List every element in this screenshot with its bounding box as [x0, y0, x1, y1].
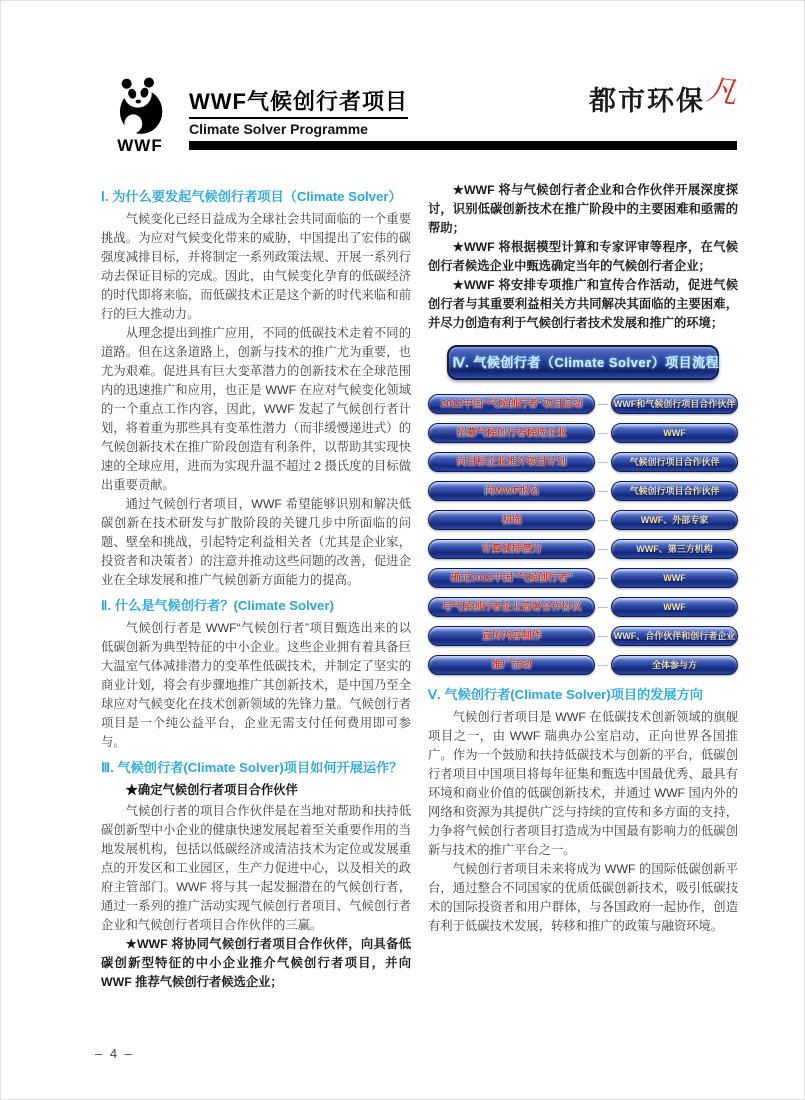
- flow-row: [428, 510, 738, 530]
- flow-actor-pill: [611, 626, 738, 646]
- section1-paragraph: 气候变化已经日益成为全球社会共同面临的一个重要挑战。为应对气候变化带来的威胁，中国提出了宏伟的碳强度减排目标，并将制定一系列政策法规、开展一系列行动去保证目标的完成。因此，由气候变化孕育的低碳经济的时代即将来临，而低碳技术正是这个新的时代来临和前行的巨大推动力。: [101, 212, 411, 321]
- section3-bullet: ★WWF 将与气候创行者企业和合作伙伴开展深度探讨，识别低碳创新技术在推广阶段中的主要困难和亟需的帮助；: [428, 183, 738, 235]
- wwf-panda-logo: [112, 77, 168, 135]
- section1-paragraph: 从理念提出到推广应用，不同的低碳技术走着不同的道路。但在这条道路上，创新与技术的推广尤为重要，也尤为艰难。促进具有巨大变革潜力的创新技术在全球范围内的迅速推广和应用，也正是 WWF 在应对气候变化领域的一个重点工作内容，因此，WWF 发起了气候创行者计划，将着重为那些具有变革性潜力（而非缓慢递进式）的气候创新技术在推广阶段创造有利条件，以帮助其实现快速的全球应用，进而为实现升温不超过 2 摄氏度的目标做出重要贡献。: [101, 326, 411, 492]
- flow-step-pill: [428, 539, 595, 559]
- masthead: [589, 72, 740, 118]
- flow-actor-label: WWF、合作伙伴和创行者企业: [613, 630, 736, 641]
- flow-actor-pill: [611, 655, 738, 675]
- flow-step-pill: [428, 597, 595, 617]
- wwf-logo-block: [101, 77, 179, 156]
- flow-step-pill: [428, 510, 595, 530]
- flow-row: [428, 452, 738, 472]
- flow-actor-label: 气候创行项目合作伙伴: [629, 485, 720, 496]
- flow-connector-line: [598, 549, 608, 550]
- flow-step-pill: [428, 423, 595, 443]
- flow-actor-label: WWF、外部专家: [640, 514, 709, 525]
- flow-step-label: 确定2012中国“气候创行者”: [450, 572, 573, 584]
- flow-actor-pill: [611, 423, 738, 443]
- flow-step-label: 推广活动: [491, 659, 532, 671]
- flow-step-label: 初选: [501, 514, 522, 526]
- flow-row: [428, 568, 738, 588]
- flow-step-label: 2012中国“气候创行者”项目启动: [440, 398, 583, 410]
- masthead-title: 都市环保: [589, 86, 705, 116]
- flow-row: [428, 481, 738, 501]
- flow-step-label: 向目标企业推介项目计划: [456, 456, 567, 468]
- flow-actor-pill: [611, 597, 738, 617]
- section3-paragraph: 气候创行者的项目合作伙伴是在当地对帮助和扶持低碳创新型中小企业的健康快速发展起着至关重要作用的当地发展机构，包括以低碳经济或清洁技术为定位或发展重点的开发区和工业园区，生产力促进中心，以及相关的政府主管部门。WWF 将与其一起发掘潜在的气候创行者，通过一系列的推广活动实现气候创行者项目、气候创行者企业和气候创行者项目合作伙伴的三赢。: [101, 804, 411, 932]
- section2-heading: Ⅱ. 什么是气候创行者？(Climate Solver): [101, 598, 334, 613]
- flow-step-pill: [428, 452, 595, 472]
- flow-actor-pill: [611, 481, 738, 501]
- flow-step-label: 招募气候创行者候选企业: [456, 427, 567, 439]
- flow-step-label: 与气候创行者企业签署合作协议: [441, 601, 582, 613]
- flow-step-label: 向WWF报名: [484, 485, 540, 497]
- flow-connector-line: [598, 665, 608, 666]
- flow-actor-label: WWF: [663, 427, 686, 438]
- flow-connector-line: [598, 433, 608, 434]
- section5-paragraph: 气候创行者项目未来将成为 WWF 的国际低碳创新平台，通过整合不同国家的优质低碳创新技术，吸引低碳技术的国际投资者和用户群体，与各国政府一起协作，创造有利于低碳技术发展，转移和推广的政策与融资环境。: [428, 862, 738, 933]
- page-number: – 4 –: [95, 1046, 134, 1061]
- flow-step-label: 宣传内容制作: [481, 630, 542, 642]
- flow-row: [428, 539, 738, 559]
- flow-actor-label: 气候创行项目合作伙伴: [629, 456, 720, 467]
- flow-step-pill: [428, 626, 595, 646]
- flow-connector-line: [598, 636, 608, 637]
- flow-connector-line: [598, 491, 608, 492]
- section3-bullet: ★WWF 将协同气候创行者项目合作伙伴，向具备低碳创新型特征的中小企业推介气候创行者项目，并向 WWF 推荐气候创行者候选企业；: [101, 937, 411, 989]
- programme-title-cn: WWF气候创行者项目: [189, 85, 408, 119]
- flow-row: [428, 394, 738, 414]
- article-body: [101, 181, 739, 992]
- section3-heading: Ⅲ. 气候创行者(Climate Solver)项目如何开展运作？: [101, 760, 403, 775]
- header-rule-bar: [189, 141, 737, 150]
- flow-row: [428, 423, 738, 443]
- flow-actor-pill: [611, 394, 738, 414]
- flow-row: [428, 655, 738, 675]
- flow-actor-pill: [611, 510, 738, 530]
- left-column: [101, 181, 411, 992]
- flow-row: [428, 597, 738, 617]
- section1-paragraph: 通过气候创行者项目，WWF 希望能够识别和解决低碳创新在技术研发与扩散阶段的关键几步中所面临的问题、壁垒和挑战，引起特定利益相关者（尤其是企业家，投资者和决策者）的注意并推动这些问题的改善，促进企业在全球发展和推广气候创新方面能力的提高。: [101, 497, 411, 587]
- section3-bullet: ★WWF 将安排专项推广和宣传合作活动，促进气候创行者与其重要利益相关方共同解决其面临的主要困难，并尽力创造有利于气候创行者技术发展和推广的环境；: [428, 278, 738, 330]
- right-column: [428, 181, 738, 992]
- flow-actor-pill: [611, 452, 738, 472]
- flow-step-pill: [428, 655, 595, 675]
- wwf-logo-text: WWF: [117, 136, 163, 155]
- section1-heading: Ⅰ. 为什么要发起气候创行者项目（Climate Solver）: [101, 189, 402, 204]
- flow-step-pill: [428, 568, 595, 588]
- flow-connector-line: [598, 520, 608, 521]
- flowchart-title-banner: Ⅳ. 气候创行者（Climate Solver）项目流程: [447, 345, 720, 380]
- process-flowchart: [428, 345, 738, 675]
- flow-step-pill: [428, 481, 595, 501]
- flow-step-label: 计算减排潜力: [481, 543, 542, 555]
- flow-connector-line: [598, 578, 608, 579]
- flow-actor-pill: [611, 568, 738, 588]
- section5-heading: Ⅴ. 气候创行者(Climate Solver)项目的发展方向: [428, 687, 703, 702]
- flow-connector-line: [598, 607, 608, 608]
- flow-row: [428, 626, 738, 646]
- section3-subheading: ★确定气候创行者项目合作伙伴: [125, 783, 298, 797]
- flow-actor-label: WWF和气候创行项目合作伙伴: [613, 398, 736, 409]
- flow-actor-pill: [611, 539, 738, 559]
- programme-title-en: Climate Solver Programme: [189, 121, 368, 137]
- section3-bullet: ★WWF 将根据模型计算和专家评审等程序，在气候创行者候选企业中甄选确定当年的气候创行者企业；: [428, 240, 738, 273]
- section5-paragraph: 气候创行者项目是 WWF 在低碳技术创新领域的旗舰项目之一，由 WWF 瑞典办公室启动，正向世界各国推广。作为一个鼓励和扶持低碳技术与创新的平台，低碳创行者项目中国项目将每年征集和甄选中国最优秀、最具有环境和商业价值的低碳创新技术，并通过 WWF 国内外的网络和资源为其提供广泛与持续的宣传和多方面的支持，力争将气候创行者项目打造成为中国最有影响力的低碳创新与技术的推广平台之一。: [428, 710, 738, 857]
- flow-actor-label: 全体参与方: [651, 659, 697, 670]
- flow-actor-label: WWF: [663, 572, 686, 583]
- masthead-red-seal: 凡: [704, 72, 740, 111]
- flow-connector-line: [598, 462, 608, 463]
- flow-actor-label: WWF: [663, 601, 686, 612]
- section2-paragraph: 气候创行者是 WWF“气候创行者”项目甄选出来的以低碳创新为典型特征的中小企业。这些企业拥有着具备巨大温室气体减排潜力的变革性低碳技术，并制定了坚实的商业计划，将会有步骤地推广其创新技术，是中国乃至全球应对气候变化在技术创新领域的先锋力量。气候创行者项目是一个纯公益平台，企业无需支付任何费用即可参与。: [101, 621, 411, 749]
- flow-step-pill: [428, 394, 595, 414]
- flow-actor-label: WWF、第三方机构: [636, 543, 713, 554]
- flow-connector-line: [598, 404, 608, 405]
